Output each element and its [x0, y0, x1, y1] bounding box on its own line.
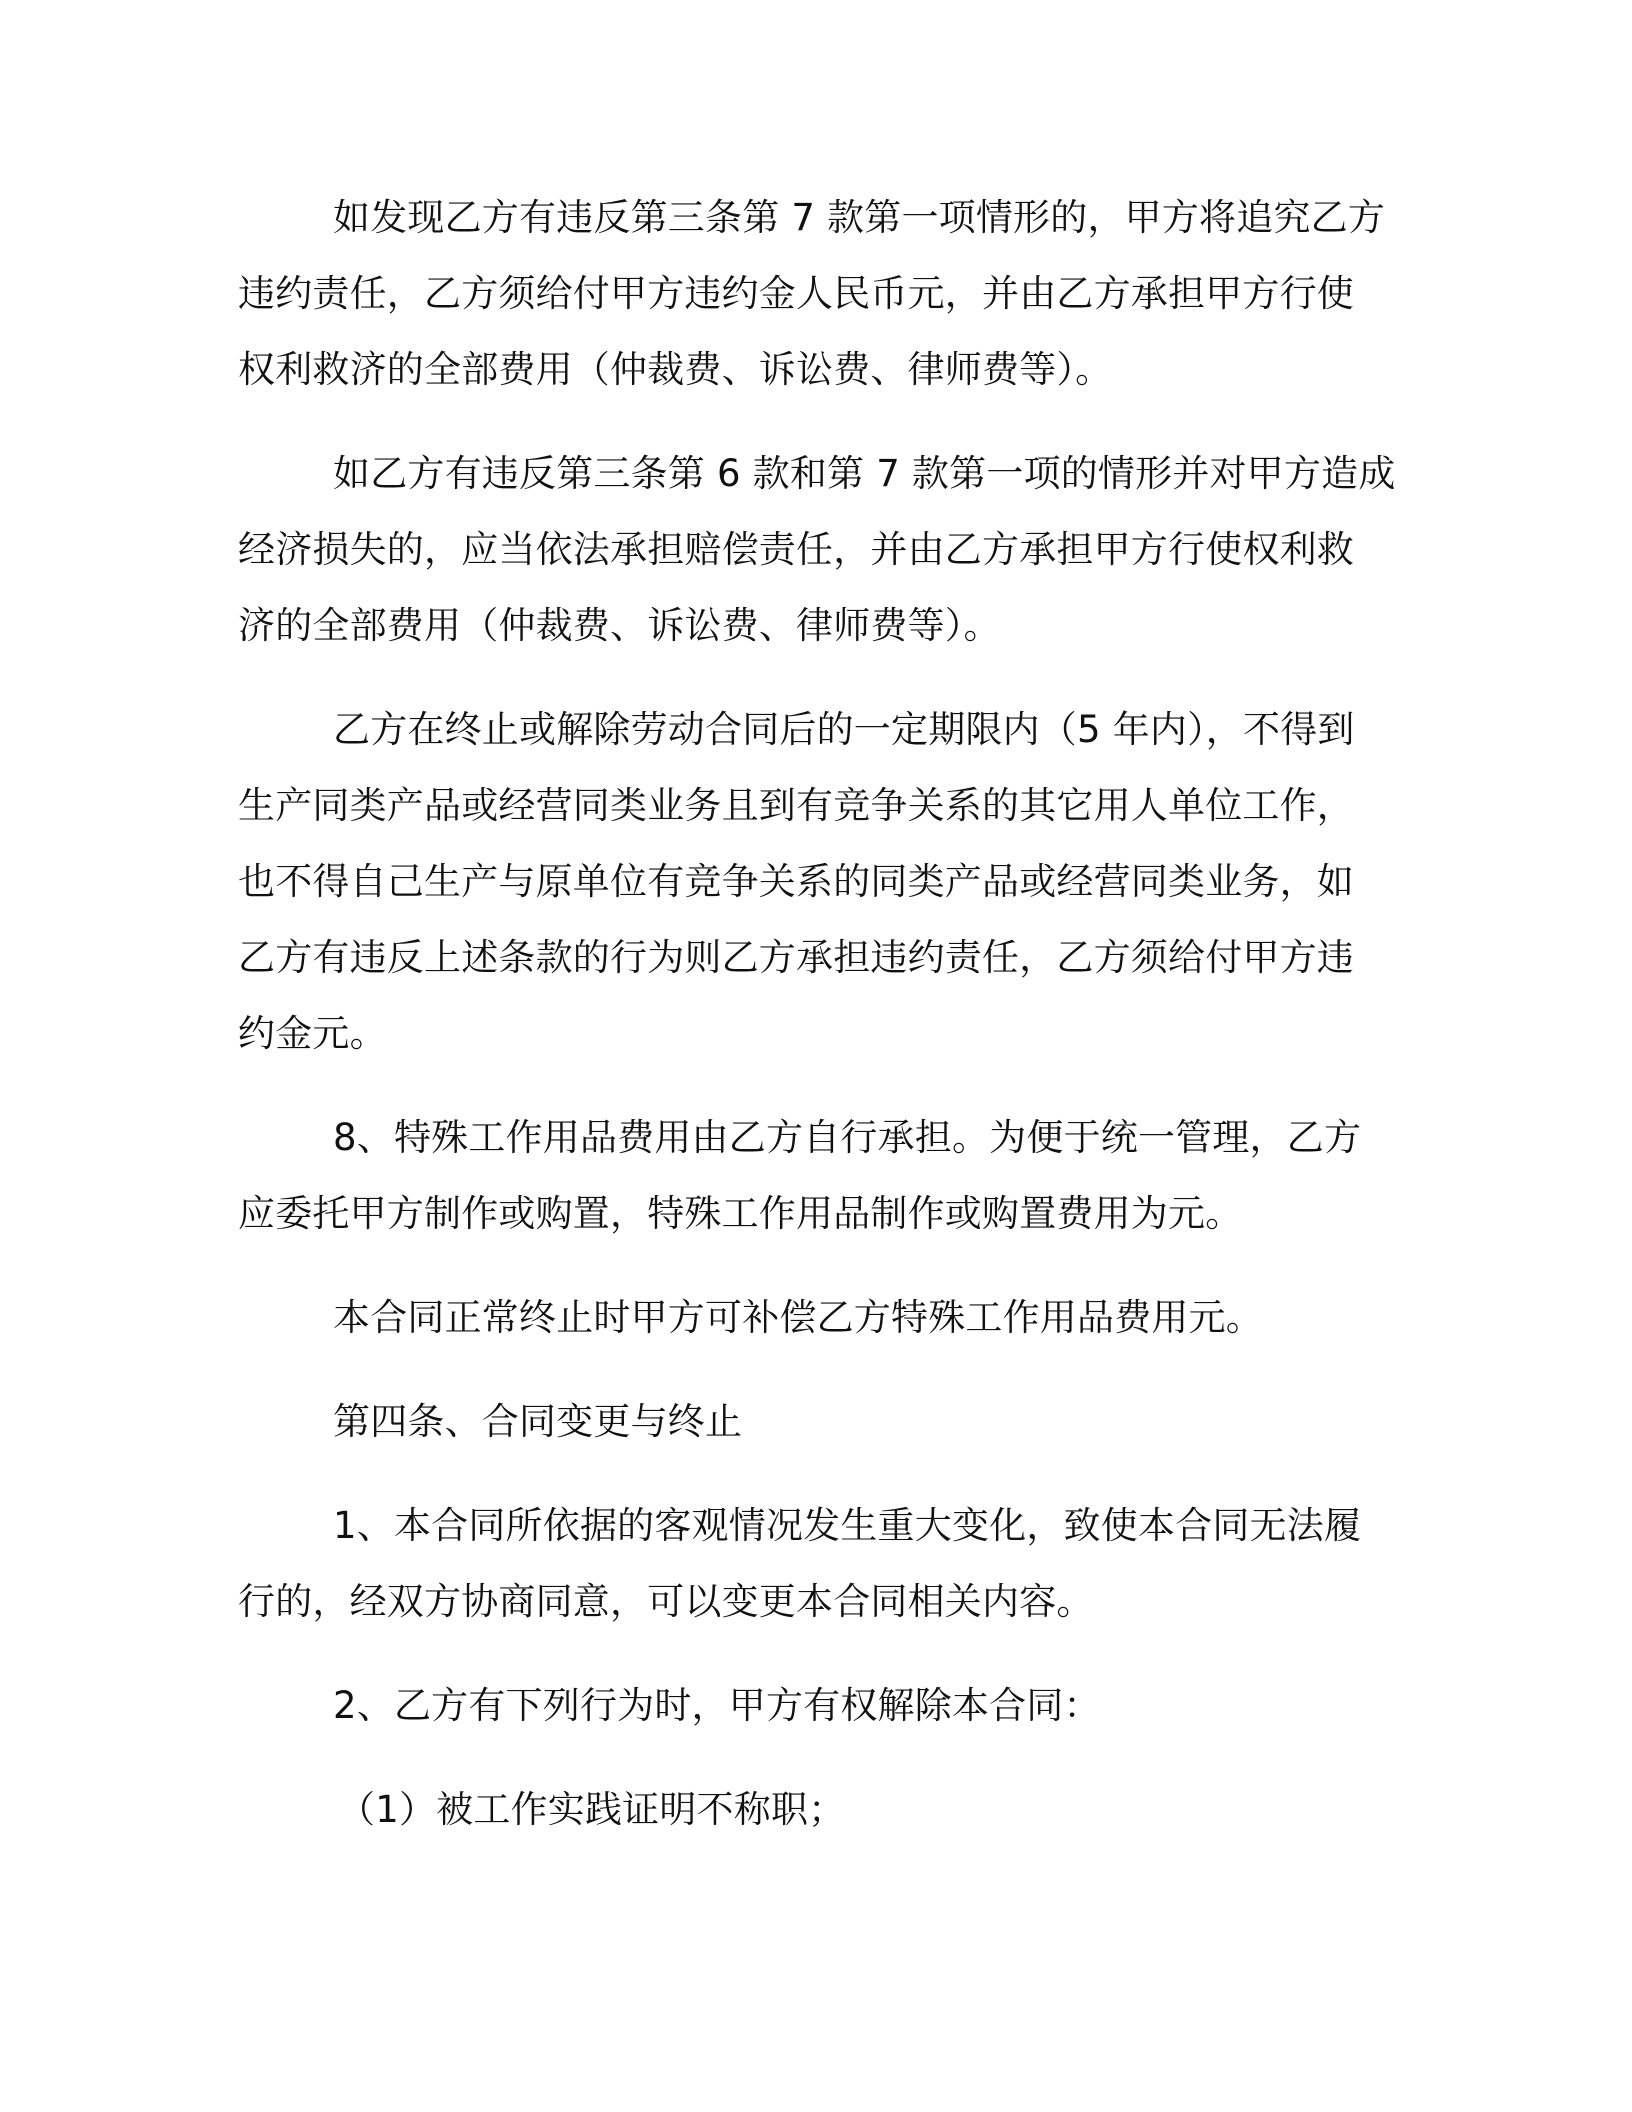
text-line: 经济损失的，应当依法承担赔偿责任，并由乙方承担甲方行使权利救	[238, 528, 1354, 571]
text-line: 违约责任，乙方须给付甲方违约金人民币元，并由乙方承担甲方行使	[238, 272, 1354, 315]
text-line: 乙方在终止或解除劳动合同后的一定期限内（5 年内），不得到	[333, 708, 1355, 751]
text-line: 生产同类产品或经营同类业务且到有竞争关系的其它用人单位工作，	[238, 784, 1354, 827]
text-line: 乙方有违反上述条款的行为则乙方承担违约责任，乙方须给付甲方违	[238, 936, 1354, 979]
text-line: 行的，经双方协商同意，可以变更本合同相关内容。	[238, 1580, 1094, 1623]
section-heading: 第四条、合同变更与终止	[333, 1400, 743, 1443]
text-line: 本合同正常终止时甲方可补偿乙方特殊工作用品费用元。	[333, 1296, 1263, 1339]
text-line: 8、特殊工作用品费用由乙方自行承担。为便于统一管理，乙方	[333, 1116, 1362, 1159]
text-line: 应委托甲方制作或购置，特殊工作用品制作或购置费用为元。	[238, 1192, 1243, 1235]
text-line: 权利救济的全部费用（仲裁费、诉讼费、律师费等）。	[238, 348, 1113, 391]
list-item: （1）被工作实践证明不称职；	[338, 1788, 846, 1831]
text-line: 济的全部费用（仲裁费、诉讼费、律师费等）。	[238, 604, 1001, 647]
text-line: 如乙方有违反第三条第 6 款和第 7 款第一项的情形并对甲方造成	[333, 452, 1396, 495]
text-line: 也不得自己生产与原单位有竞争关系的同类产品或经营同类业务，如	[238, 860, 1354, 903]
text-line: 如发现乙方有违反第三条第 7 款第一项情形的，甲方将追究乙方	[333, 196, 1386, 239]
text-line: 1、本合同所依据的客观情况发生重大变化，致使本合同无法履	[333, 1504, 1362, 1547]
text-line: 2、乙方有下列行为时，甲方有权解除本合同：	[333, 1684, 1101, 1727]
text-line: 约金元。	[238, 1012, 387, 1055]
